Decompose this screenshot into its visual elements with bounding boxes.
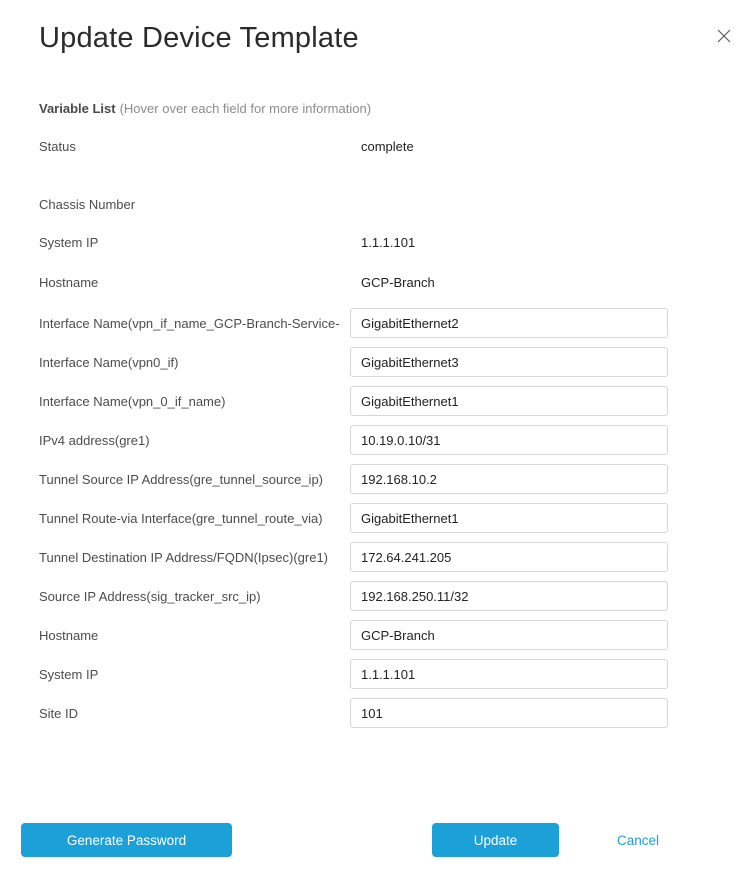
tunnel-destination-ip-label: Tunnel Destination IP Address/FQDN(Ipsec)(gre1) <box>39 549 329 565</box>
row-interface-name-service-vpn <box>39 308 668 338</box>
row-interface-name-vpn0-if <box>39 347 668 377</box>
cancel-button[interactable]: Cancel <box>617 832 660 848</box>
hostname-label: Hostname <box>39 274 99 290</box>
close-icon <box>717 31 731 46</box>
hostname-input[interactable] <box>350 620 668 650</box>
hostname-value: GCP-Branch <box>361 274 435 290</box>
row-interface-name-vpn-0-if-name <box>39 386 668 416</box>
row-hostname-input <box>39 620 668 650</box>
system-ip-input[interactable] <box>350 659 668 689</box>
status-label: Status <box>39 138 76 154</box>
variable-input-list <box>39 308 668 728</box>
update-button[interactable]: Update <box>432 823 559 857</box>
interface-name-vpn-0-if-name-label: Interface Name(vpn_0_if_name) <box>39 393 226 409</box>
row-sig-tracker-source-ip <box>39 581 668 611</box>
hostname-input-label: Hostname <box>39 627 99 643</box>
variable-list-hint: (Hover over each field for more information) <box>119 101 372 116</box>
interface-name-vpn-0-if-name-input[interactable] <box>350 386 668 416</box>
chassis-number-label: Chassis Number <box>39 196 136 212</box>
generate-password-button[interactable]: Generate Password <box>21 823 232 857</box>
interface-name-service-vpn-label: Interface Name(vpn_if_name_GCP-Branch-Service- <box>39 315 340 331</box>
system-ip-input-label: System IP <box>39 666 99 682</box>
site-id-input[interactable] <box>350 698 668 728</box>
update-device-template-dialog <box>0 22 752 887</box>
row-tunnel-destination-ip <box>39 542 668 572</box>
row-tunnel-source-ip <box>39 464 668 494</box>
status-value: complete <box>361 138 414 154</box>
interface-name-vpn0-if-label: Interface Name(vpn0_if) <box>39 354 179 370</box>
close-button[interactable] <box>716 28 732 44</box>
row-tunnel-route-via-interface <box>39 503 668 533</box>
dialog-footer <box>0 823 752 857</box>
sig-tracker-source-ip-input[interactable] <box>350 581 668 611</box>
row-hostname <box>39 274 668 290</box>
interface-name-service-vpn-input[interactable] <box>350 308 668 338</box>
row-system-ip <box>39 234 668 250</box>
row-ipv4-address-gre1 <box>39 425 668 455</box>
tunnel-source-ip-input[interactable] <box>350 464 668 494</box>
site-id-label: Site ID <box>39 705 79 721</box>
row-site-id <box>39 698 668 728</box>
system-ip-value: 1.1.1.101 <box>361 234 416 250</box>
variable-list-heading: Variable List <box>39 101 116 116</box>
tunnel-route-via-interface-label: Tunnel Route-via Interface(gre_tunnel_route_via) <box>39 510 323 526</box>
sig-tracker-source-ip-label: Source IP Address(sig_tracker_src_ip) <box>39 588 261 604</box>
row-status <box>39 138 668 154</box>
dialog-title: Update Device Template <box>39 22 359 54</box>
ipv4-address-gre1-label: IPv4 address(gre1) <box>39 432 150 448</box>
tunnel-route-via-interface-input[interactable] <box>350 503 668 533</box>
ipv4-address-gre1-input[interactable] <box>350 425 668 455</box>
row-system-ip-input <box>39 659 668 689</box>
tunnel-destination-ip-input[interactable] <box>350 542 668 572</box>
interface-name-vpn0-if-input[interactable] <box>350 347 668 377</box>
row-chassis-number <box>39 196 668 212</box>
system-ip-label: System IP <box>39 234 99 250</box>
variable-list-header <box>39 101 668 117</box>
tunnel-source-ip-label: Tunnel Source IP Address(gre_tunnel_source_ip) <box>39 471 324 487</box>
